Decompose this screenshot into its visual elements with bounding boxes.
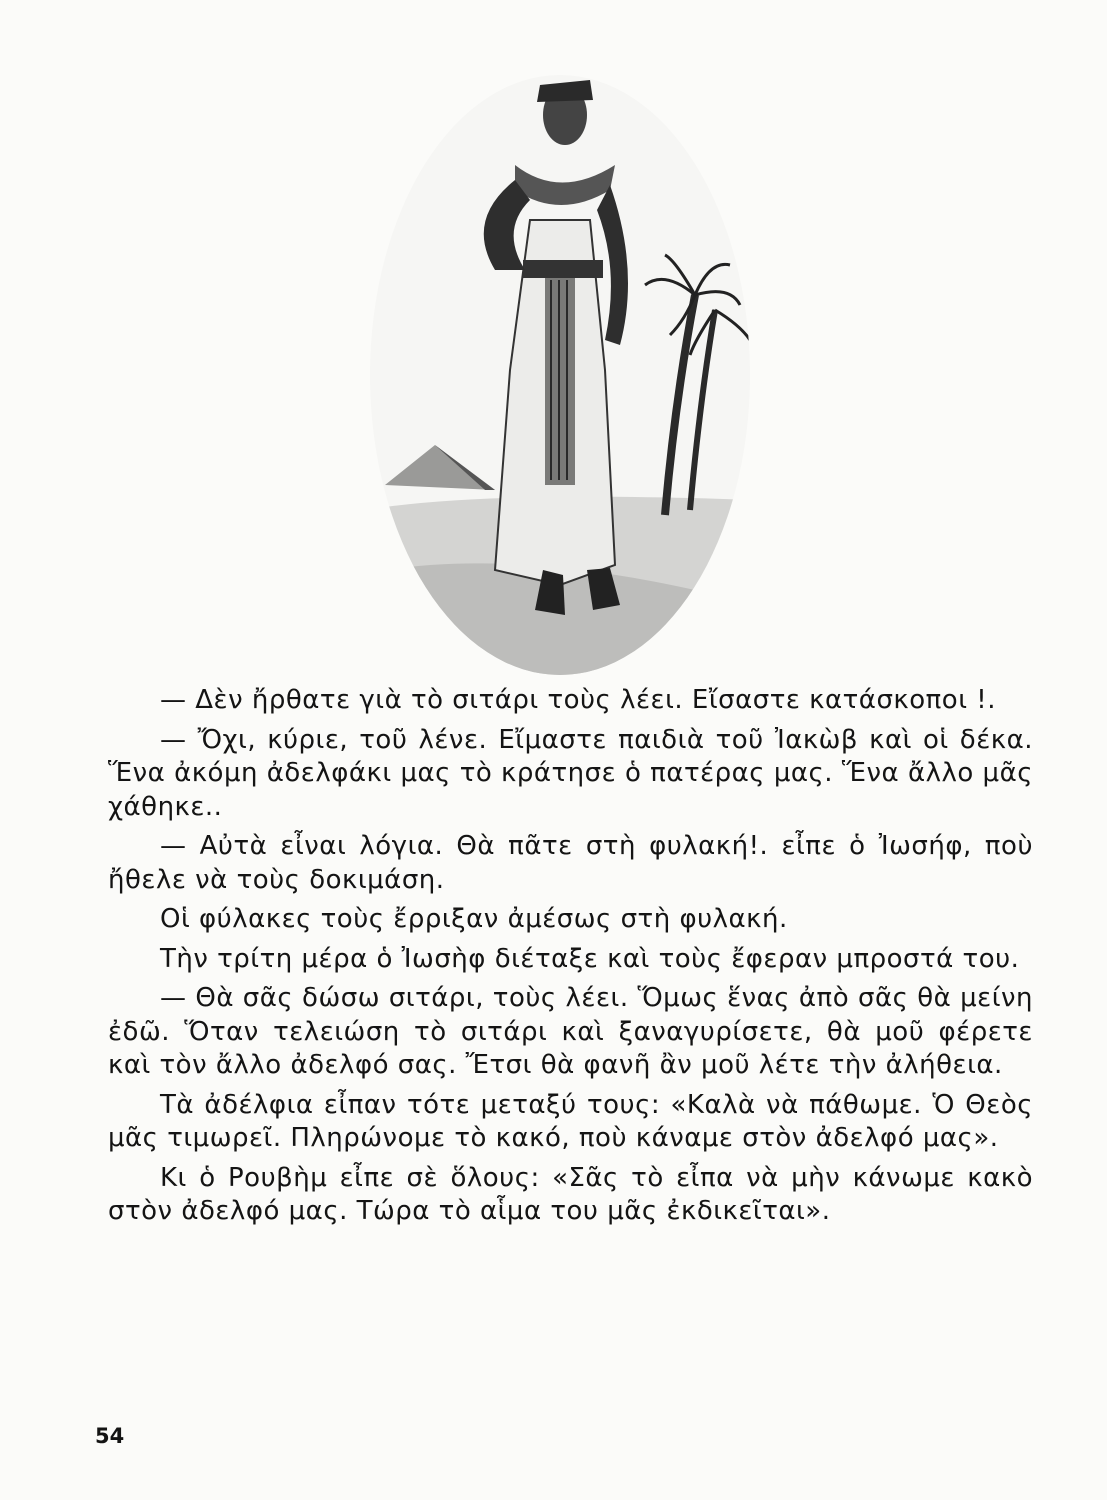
paragraph: — Ὄχι, κύριε, τοῦ λένε. Εἴμαστε παιδιὰ τοῦ Ἰακὼβ καὶ οἱ δέκα. Ἕνα ἀκόμη ἀδελφάκι μας τὸ κράτησε ὁ πατέρας μας. Ἕνα ἄλλο μᾶς χάθηκε..: [108, 724, 1033, 822]
paragraph: — Δὲν ἤρθατε γιὰ τὸ σιτάρι τοὺς λέει. Εἴσαστε κατάσκοποι !.: [160, 685, 996, 715]
story-text: [108, 684, 1033, 1235]
paragraph: — Θὰ σᾶς δώσω σιτάρι, τοὺς λέει. Ὅμως ἕνας ἀπὸ σᾶς θὰ μείνη ἐδῶ. Ὅταν τελειώση τὸ σιτάρι καὶ ξαναγυρίσετε, θὰ μοῦ φέρετε καὶ τὸν ἄλλο ἀδελφό σας. Ἔτσι θὰ φανῆ ἂν μοῦ λέτε τὴν ἀλήθεια.: [108, 983, 1033, 1080]
joseph-illustration: [365, 70, 755, 675]
page-number: 54: [95, 1424, 125, 1448]
paragraph: Τὴν τρίτη μέρα ὁ Ἰωσὴφ διέταξε καὶ τοὺς ἔφεραν μπροστά του.: [160, 943, 1020, 974]
paragraph: Τὰ ἀδέλφια εἶπαν τότε μεταξύ τους: «Καλὰ νὰ πάθωμε. Ὁ Θεὸς μᾶς τιμωρεῖ. Πληρώνομε τὸ κακό, ποὺ κάναμε στὸν ἀδελφό μας».: [108, 1089, 1033, 1153]
paragraph: — Αὐτὰ εἶναι λόγια. Θὰ πᾶτε στὴ φυλακή!. εἶπε ὁ Ἰωσήφ, ποὺ ἤθελε νὰ τοὺς δοκιμάση.: [108, 831, 1033, 895]
paragraph: Οἱ φύλακες τοὺς ἔρριξαν ἀμέσως στὴ φυλακή.: [160, 904, 788, 934]
paragraph: Κι ὁ Ρουβὴμ εἶπε σὲ ὅλους: «Σᾶς τὸ εἶπα νὰ μὴν κάνωμε κακὸ στὸν ἀδελφό μας. Τώρα τὸ αἷμα του μᾶς ἐκδικεῖται».: [108, 1162, 1033, 1226]
